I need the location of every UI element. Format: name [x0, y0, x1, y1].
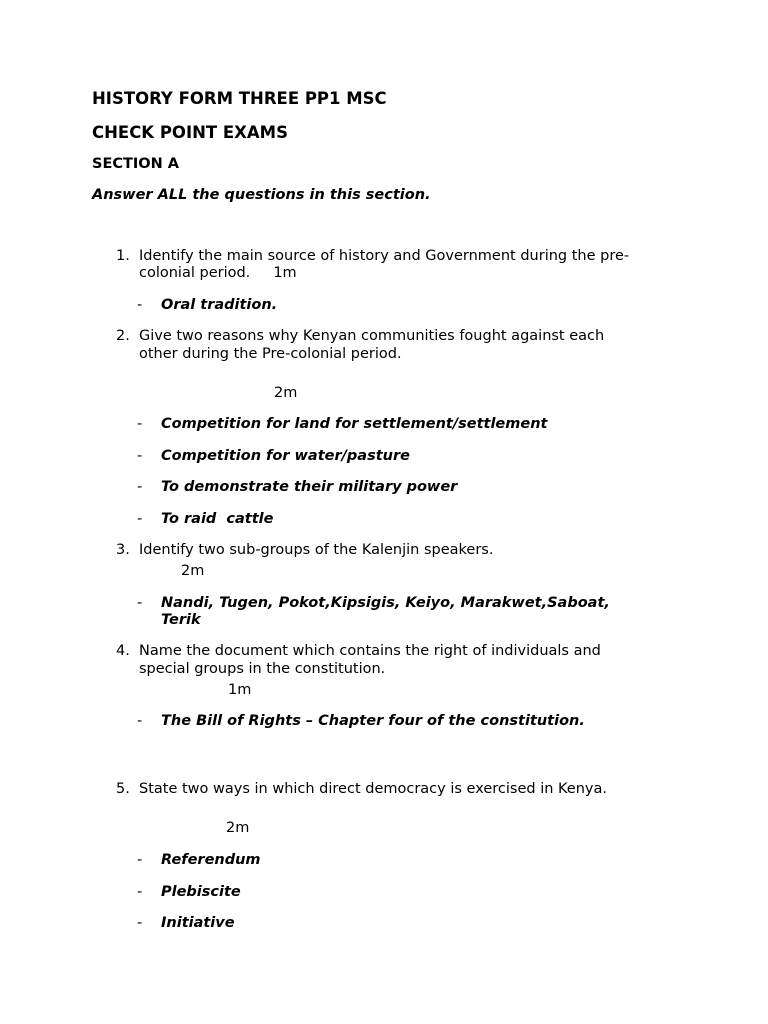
answer-text: The Bill of Rights – Chapter four of the constitution.	[161, 713, 585, 729]
answer-bullet: -	[137, 595, 143, 611]
answer-text: To demonstrate their military power	[161, 479, 458, 495]
page-subtitle: CHECK POINT EXAMS	[92, 123, 288, 142]
question-text: Identify the main source of history and Government during the pre-	[139, 248, 630, 264]
question-marks: 2m	[226, 820, 250, 836]
question-text: special groups in the constitution.	[139, 661, 386, 677]
answer-bullet: -	[137, 448, 143, 464]
question-marks: 2m	[274, 385, 298, 401]
question-number: 3.	[116, 542, 130, 558]
answer-text: Competition for land for settlement/settlement	[161, 416, 548, 432]
question-text: colonial period. 1m	[139, 265, 297, 281]
question-number: 4.	[116, 643, 130, 659]
question-text: State two ways in which direct democracy is exercised in Kenya.	[139, 781, 607, 797]
question-number: 2.	[116, 328, 130, 344]
question-text: Identify two sub-groups of the Kalenjin speakers.	[139, 542, 494, 558]
answer-text: To raid cattle	[161, 511, 274, 527]
answer-bullet: -	[137, 511, 143, 527]
answer-bullet: -	[137, 852, 143, 868]
answer-bullet: -	[137, 479, 143, 495]
answer-bullet: -	[137, 915, 143, 931]
question-marks: 2m	[181, 563, 205, 579]
answer-text: Referendum	[161, 852, 261, 868]
answer-bullet: -	[137, 713, 143, 729]
answer-text: Terik	[161, 612, 201, 628]
question-marks: 1m	[228, 682, 252, 698]
section-heading: SECTION A	[92, 156, 180, 172]
answer-bullet: -	[137, 297, 143, 313]
page-title: HISTORY FORM THREE PP1 MSC	[92, 89, 387, 108]
question-number: 1.	[116, 248, 130, 264]
question-text: other during the Pre-colonial period.	[139, 346, 402, 362]
question-text: Give two reasons why Kenyan communities fought against each	[139, 328, 605, 344]
answer-bullet: -	[137, 884, 143, 900]
answer-text: Oral tradition.	[161, 297, 278, 313]
question-text: Name the document which contains the right of individuals and	[139, 643, 601, 659]
instruction-text: Answer ALL the questions in this section.	[92, 187, 431, 203]
answer-text: Competition for water/pasture	[161, 448, 410, 464]
answer-text: Plebiscite	[161, 884, 241, 900]
answer-text: Nandi, Tugen, Pokot,Kipsigis, Keiyo, Marakwet,Saboat,	[161, 595, 610, 611]
answer-text: Initiative	[161, 915, 235, 931]
answer-bullet: -	[137, 416, 143, 432]
question-number: 5.	[116, 781, 130, 797]
